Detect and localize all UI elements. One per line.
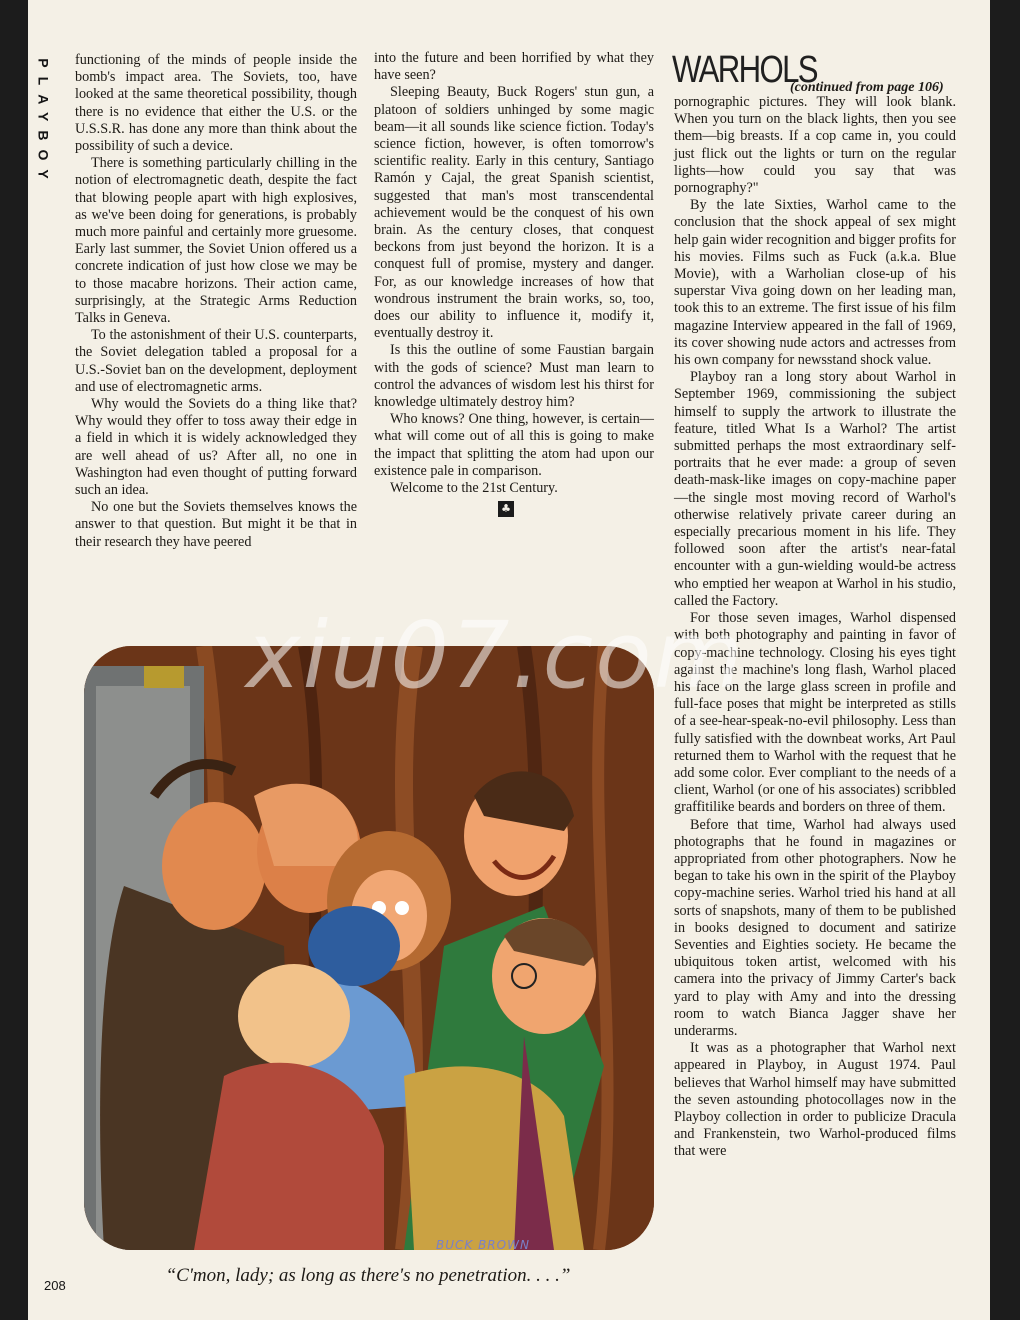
- paragraph: By the late Sixties, Warhol came to the conclusion that the shock appeal of sex might help gain wider recognition and bigger profits for his movies. Films such as Fuck (a.k.a. Blue Movie), with a Warholian close-up of his superstar Viva going down on her leading man, took this to an extreme. The first issue of his film magazine Interview appeared in the fall of 1969, its cover showing nude actors and actresses from his own company for newsstand shock value.: [674, 197, 956, 369]
- article-column-2: [374, 50, 654, 517]
- paragraph: pornographic pictures. They will look blank. When you turn on the black lights, then you see them—big breasts. If a cop came in, you could just flick out the lights or turn on the regular lights—how could you say that was pornography?": [674, 94, 956, 197]
- paragraph: Before that time, Warhol had always used photographs that he found in magazines or appropriated from other photographers. Now he began to take his own in the spirit of the Playboy copy-machine series. Warhol tried his hand at all sorts of snapshots, many of them to be published in books designed to document and satirize Seventies and Eighties society. He became the ubiquitous token artist, welcomed with his camera into the privacy of Jimmy Carter's back yard to play with Amy and into the dressing room to watch Bianca Jagger shave her underarms.: [674, 816, 956, 1039]
- end-mark: [374, 497, 654, 517]
- paragraph: Why would the Soviets do a thing like that? Why would they offer to toss away their edge in a field in which it is widely acknowledged they are well ahead of us? After all, no one in Washington had even thought of putting forward such an idea.: [75, 396, 357, 499]
- playboy-bunny-icon: ♣: [498, 501, 514, 517]
- paragraph: Playboy ran a long story about Warhol in September 1969, commissioning the subject himself to supply the artwork to illustrate the feature, titled What Is a Warhol? The artist submitted perhaps the most extraordinary self-portraits that he ever made: a group of seven death-mask-like images on copy-machine paper—the single most moving record of Warhol's otherwise relatively private career during an especially precarious moment in his life. They followed soon after the artist's near-fatal encounter with a gun-wielding would-be actress who emptied her weapon at Warhol in his studio, called the Factory.: [674, 369, 956, 609]
- paragraph: functioning of the minds of people inside the bomb's impact area. The Soviets, too, have looked at the same theoretical possibility, though there is no evidence that either the U.S. or the U.S.S.R. has done any more than think about the possibility of such a device.: [75, 52, 357, 155]
- paragraph: For those seven images, Warhol dispensed with both photography and painting in favor of copy-machine technology. Closing his eyes tight against the machine's long flash, Warhol placed his face on the large glass screen in profile and full-face poses that might be interpreted as stills of a see-hear-speak-no-evil philosophy. Less than fully satisfied with the downbeat works, Art Paul returned them to Warhol with the request that he add some color. Ever compliant to the needs of a client, Warhol (or one of his associates) scribbled graffitilike beards and borders on three of them.: [674, 610, 956, 816]
- paragraph: To the astonishment of their U.S. counterparts, the Soviet delegation tabled a proposal for a U.S.-Soviet ban on the development, deployment and use of electromagnetic arms.: [75, 327, 357, 395]
- masthead-text: PLAYBOY: [36, 58, 53, 188]
- continued-note: (continued from page 106): [790, 80, 944, 95]
- magazine-page: [28, 0, 990, 1320]
- masthead-vertical: [32, 38, 56, 208]
- cartoon-caption: “C'mon, lady; as long as there's no penetration. . . .”: [165, 1265, 571, 1286]
- paragraph: Is this the outline of some Faustian bargain with the gods of science? Must man learn to control the advances of wisdom lest his thirst for knowledge ultimately destroy him?: [374, 342, 654, 411]
- paragraph: No one but the Soviets themselves knows the answer to that question. But might it be that in their research they have peered: [75, 499, 357, 550]
- closing-line: Welcome to the 21st Century.: [390, 480, 558, 497]
- cartoon-drawing: [84, 646, 654, 1250]
- article-column-1: [75, 52, 357, 551]
- cartoon-illustration: [84, 646, 654, 1250]
- page-number: 208: [44, 1278, 66, 1293]
- paragraph: into the future and been horrified by what they have seen?: [374, 50, 654, 84]
- artist-signature: BUCK BROWN: [436, 1238, 530, 1252]
- section-heading: WARHOLS: [672, 49, 817, 91]
- paragraph: It was as a photographer that Warhol next appeared in Playboy, in August 1974. Paul believes that Warhol himself may have submitted the seven astounding photocollages now in the Playboy collection in order to publicize Dracula and Frankenstein, two Warhol-produced films that were: [674, 1040, 956, 1160]
- article-column-3: [674, 94, 956, 1161]
- paragraph: Who knows? One thing, however, is certain—what will come out of all this is going to make the impact that splitting the atom had upon our existence pale in comparison.: [374, 411, 654, 479]
- paragraph: Sleeping Beauty, Buck Rogers' stun gun, a platoon of soldiers unhinged by some magic beam—it all sounds like science fiction. Today's science fiction, however, is often tomorrow's scientific reality. Early in this century, Santiago Ramón y Cajal, the great Spanish scientist, suggested that man's most transcendental achievement would be the conquest of his own brain. As the century closes, that conquest beckons from just beyond the horizon. It is a conquest full of promise, mystery and danger. For, as our knowledge increases of how that wondrous instrument the brain works, so, too, does our ability to influence it, modify it, eventually destroy it.: [374, 84, 654, 342]
- watermark: xiu07.com: [246, 602, 746, 709]
- paragraph: There is something particularly chilling in the notion of electromagnetic death, despite the fact that blowing people apart with high explosives, as we've been doing for generations, is probably much more painful and certainly more gruesome. Early last summer, the Soviet Union offered us a concrete indication of just how close we may be to those macabre horizons. Their action came, surprisingly, at the Strategic Arms Reduction Talks in Geneva.: [75, 155, 357, 327]
